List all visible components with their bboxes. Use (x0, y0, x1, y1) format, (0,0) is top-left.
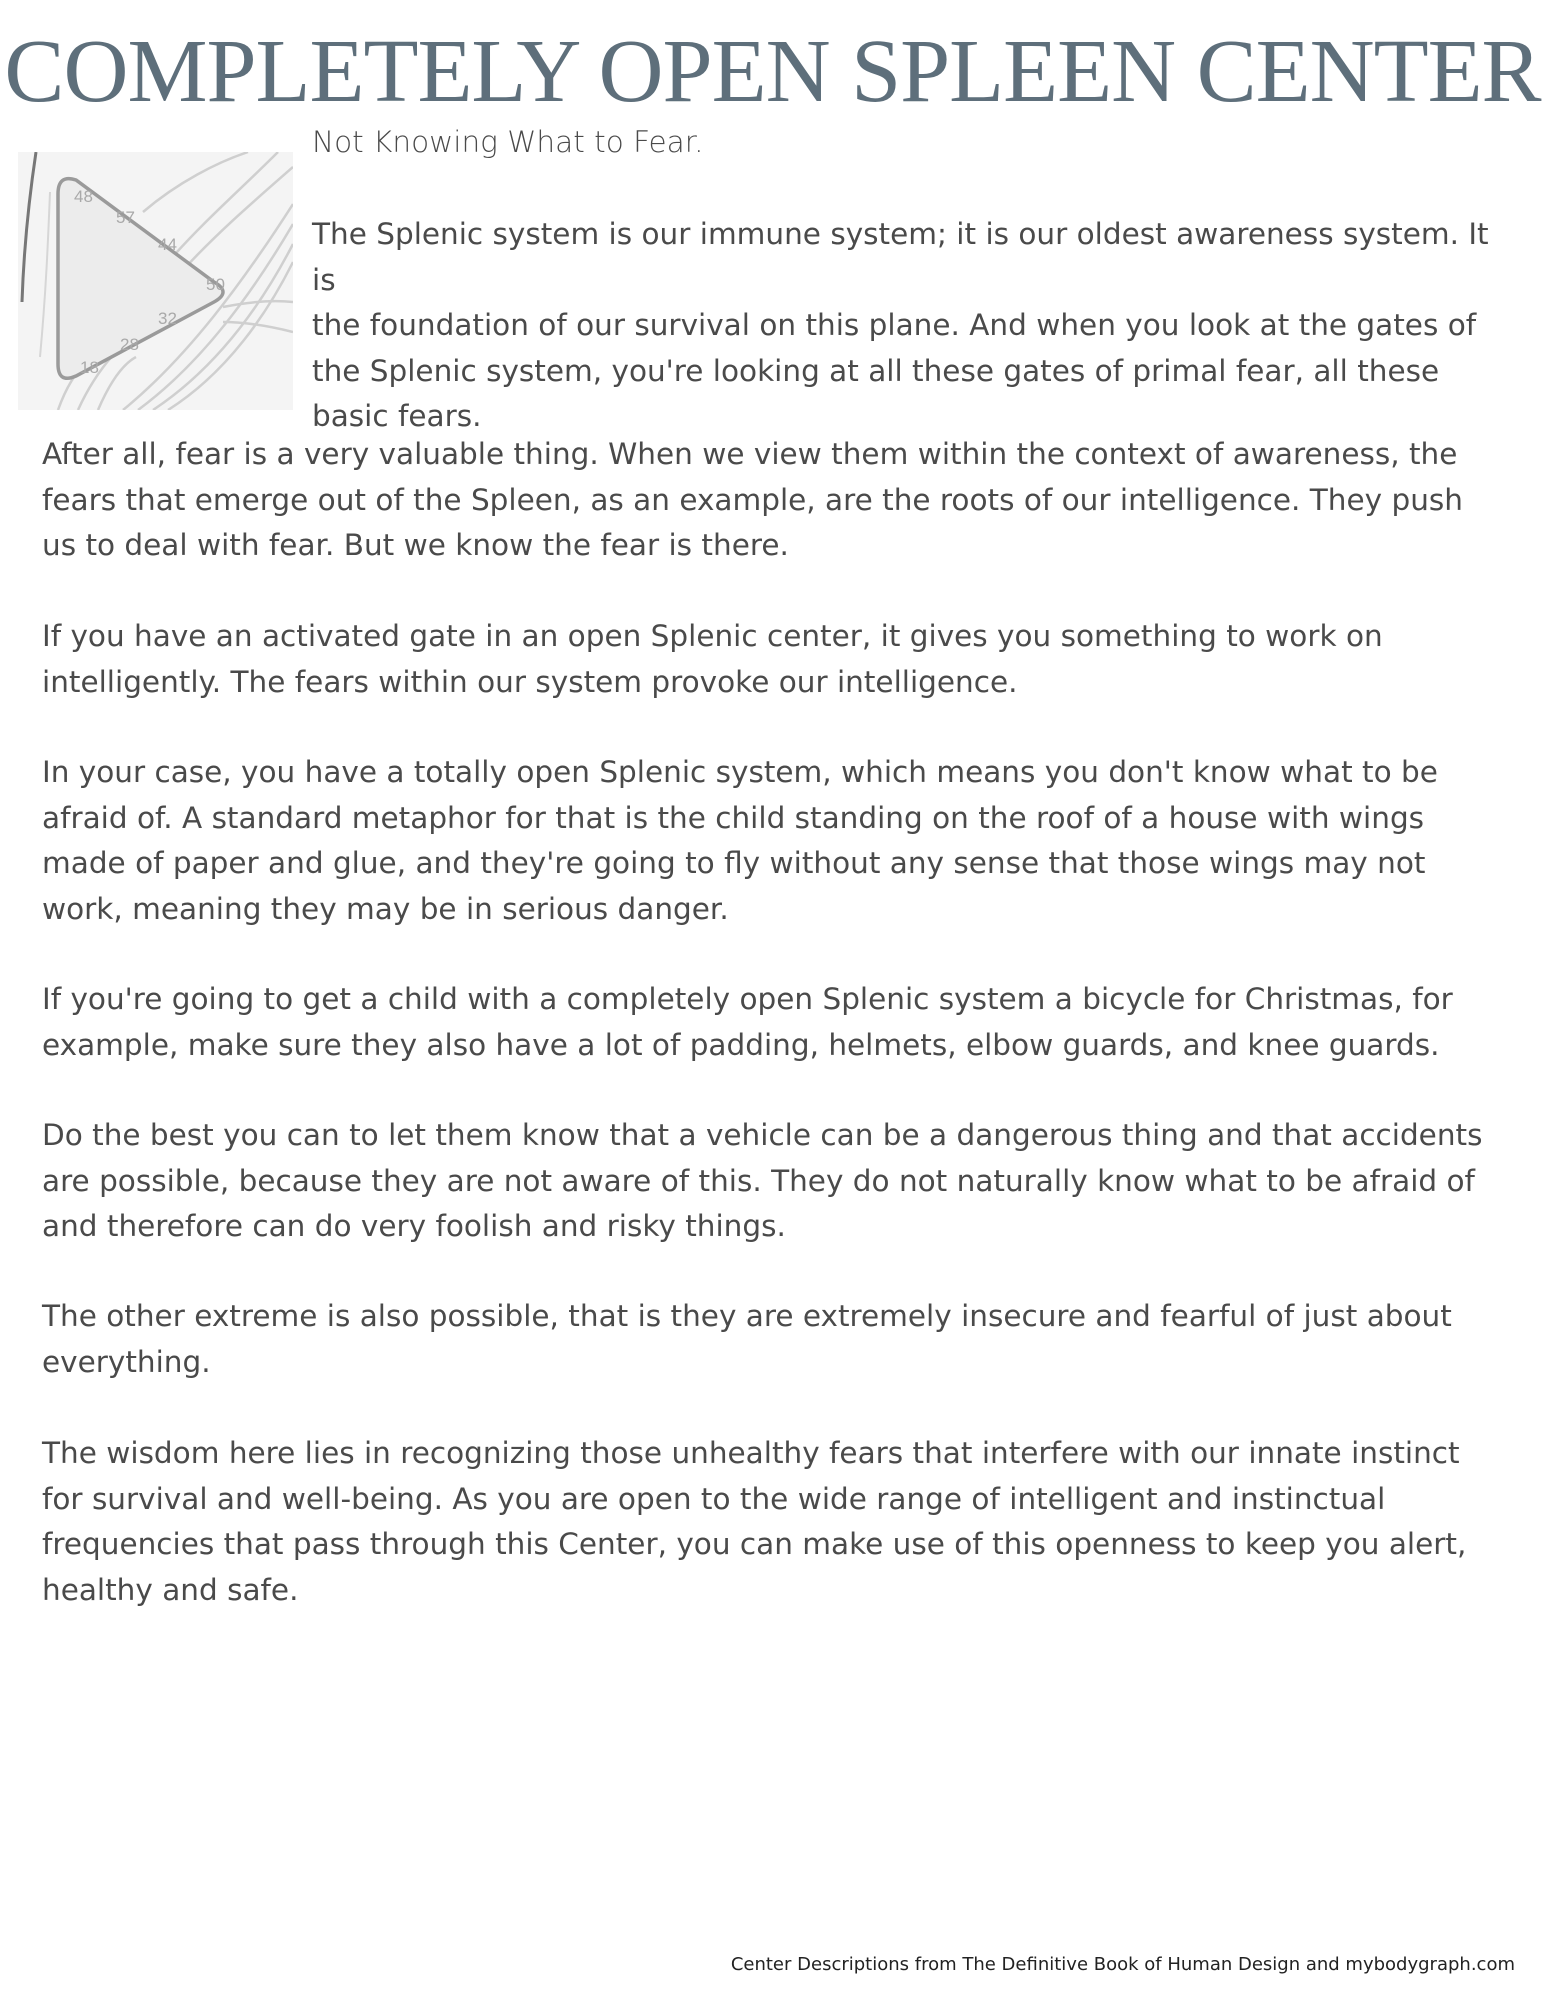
gate-32: 32 (158, 309, 177, 328)
body-paragraph: If you have an activated gate in an open Splenic center, it gives you something to work on intelligently. The fears within our system provoke our intelligence. (42, 619, 1383, 699)
gate-18: 18 (80, 358, 99, 377)
gate-50: 50 (206, 275, 225, 294)
page-title: COMPLETELY OPEN SPLEEN CENTER (4, 22, 1541, 121)
gate-28: 28 (120, 335, 139, 354)
body-paragraph: The other extreme is also possible, that is they are extremely insecure and fearful of just about everything. (42, 1299, 1452, 1379)
footer-credit: Center Descriptions from The Definitive Book of Human Design and mybodygraph.com (730, 1954, 1515, 1975)
gate-48: 48 (74, 187, 93, 206)
spleen-center-diagram (18, 152, 293, 410)
intro-paragraph: The Splenic system is our immune system; it is our oldest awareness system. It is the foundation of our survival on this plane. And when you look at the gates of the Splenic system, you're looking at all these gates of primal fear, all these basic fears. (312, 217, 1489, 433)
gate-44: 44 (158, 235, 177, 254)
body-paragraph: The wisdom here lies in recognizing those unhealthy fears that interfere with our innate instinct for survival and well-being. As you are open to the wide range of intelligent and instinctual frequencies that pass through this Center, you can make use of this openness to keep you alert, healthy and safe. (42, 1436, 1467, 1607)
body-paragraph: After all, fear is a very valuable thing. When we view them within the context of awareness, the fears that emerge out of the Spleen, as an example, are the roots of our intelligence. They push us to deal with fear. But we know the fear is there. (42, 437, 1463, 562)
gate-57: 57 (116, 208, 135, 227)
body-paragraph: Do the best you can to let them know that a vehicle can be a dangerous thing and that accidents are possible, because they are not aware of this. They do not naturally know what to be afraid of and therefore can do very foolish and risky things. (42, 1118, 1483, 1243)
spleen-center-icon (18, 152, 293, 410)
body-paragraph: In your case, you have a totally open Splenic system, which means you don't know what to be afraid of. A standard metaphor for that is the child standing on the roof of a house with wings made of paper and glue, and they're going to fly without any sense that those wings may not work, meaning they may be in serious danger. (42, 755, 1438, 926)
page-subtitle: Not Knowing What to Fear. (312, 125, 704, 159)
body-paragraph: If you're going to get a child with a completely open Splenic system a bicycle for Christmas, for example, make sure they also have a lot of padding, helmets, elbow guards, and knee guards. (42, 982, 1453, 1062)
